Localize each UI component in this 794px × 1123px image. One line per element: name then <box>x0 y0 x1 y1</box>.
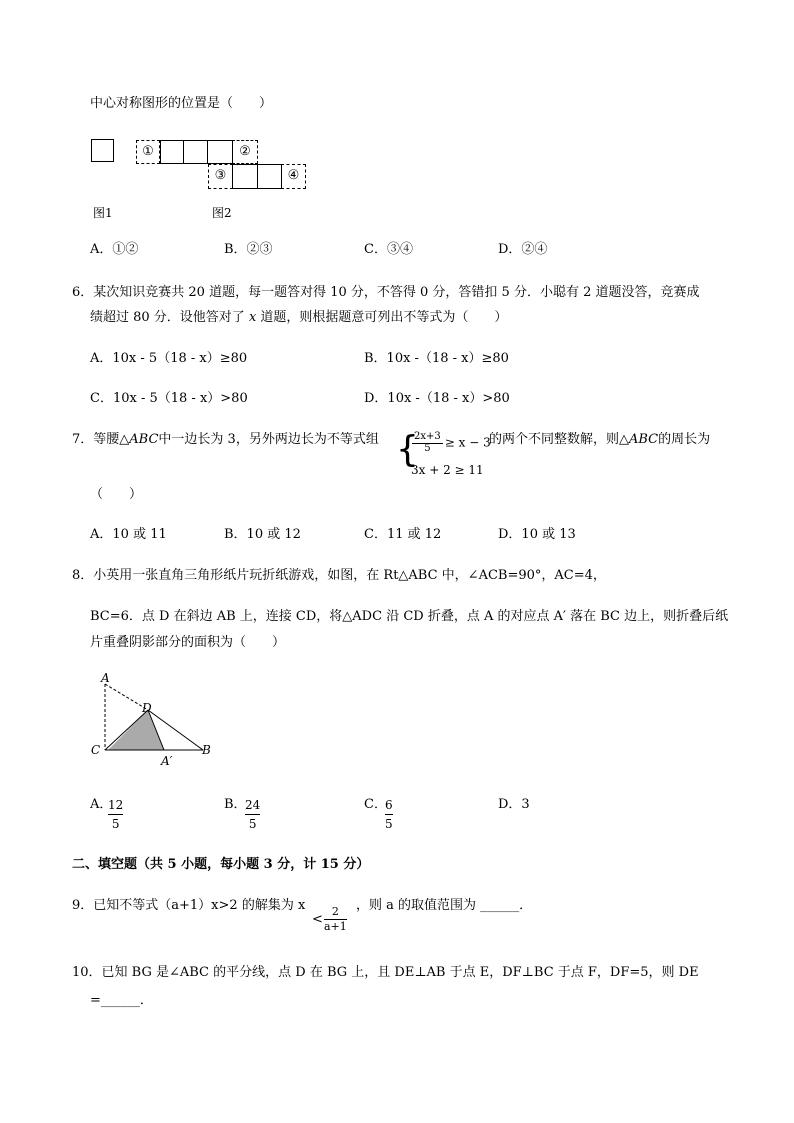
q7-ineq-2: 3x + 2 ≥ 11 <box>411 463 484 477</box>
q8-triangle-figure <box>85 670 225 770</box>
q8-option-c-frac: 6 5 <box>385 798 393 831</box>
q7-option-a: A．10 或 11 <box>90 527 167 542</box>
q8-option-b-frac: 24 5 <box>245 798 261 831</box>
fig2-square <box>232 164 258 189</box>
label-C: C <box>91 743 101 757</box>
q8-option-d: D．3 <box>498 797 530 812</box>
q6-option-c: C．10x - 5（18 - x）>80 <box>90 391 248 406</box>
fig2-square <box>257 164 282 189</box>
fig2-square <box>183 140 208 164</box>
q9-text-start: 9．已知不等式（a+1）x>2 的解集为 x <box>72 898 306 913</box>
fig1-label: 图1 <box>93 206 113 220</box>
label-D: D <box>142 701 152 715</box>
q8-option-b: B． <box>224 797 247 812</box>
q8-option-c: C． <box>364 797 387 812</box>
q5-option-b: B．②③ <box>224 242 273 257</box>
q9-text-end: ，则 a 的取值范围为 ______． <box>356 898 533 913</box>
q8-line2: BC=6．点 D 在斜边 AB 上，连接 CD，将△ADC 沿 CD 折叠，点 A 的对应点 A′ 落在 BC 边上，则折叠后纸 <box>90 609 729 624</box>
q9-fraction: 2 a+1 <box>324 905 347 933</box>
q9-answer-blank[interactable]: ______． <box>480 898 533 913</box>
fig1-square <box>91 139 114 162</box>
q7-option-b: B．10 或 12 <box>224 527 301 542</box>
section-2-title: 二、填空题（共 5 小题，每小题 3 分，计 15 分） <box>72 857 370 872</box>
fig2-square <box>160 140 184 164</box>
q10-line2[interactable]: =______． <box>90 993 153 1008</box>
q8-line3: 片重叠阴影部分的面积为（ ） <box>90 635 286 650</box>
q7-line1-start: 7．等腰△ABC中一边长为 3，另外两边长为不等式组 <box>72 432 379 447</box>
q5-option-d: D．②④ <box>498 242 548 257</box>
q7-system-brace: { <box>396 429 419 470</box>
q7-ineq-1: $\frac{2x+3}{5}$ ≥ x − 3 <box>414 431 491 454</box>
label-A-prime: A′ <box>161 754 173 768</box>
q5-option-a: A．①② <box>90 242 139 257</box>
q7-option-c: C．11 或 12 <box>364 527 442 542</box>
q7-line1-end: 的两个不同整数解，则△ABC的周长为 <box>489 432 711 447</box>
q10-line1: 10．已知 BG 是∠ABC 的平分线，点 D 在 BG 上，且 DE⊥AB 于点 E，DF⊥BC 于点 F，DF=5，则 DE <box>72 965 699 980</box>
q7-option-d: D．10 或 13 <box>498 527 576 542</box>
q5-stem-tail: 中心对称图形的位置是（ ） <box>90 96 273 111</box>
q8-option-a-frac: 12 5 <box>108 798 124 831</box>
fig2-label: 图2 <box>212 206 232 220</box>
q8-option-a: A． <box>90 797 113 812</box>
q6-option-a: A．10x - 5（18 - x）≥80 <box>90 351 248 366</box>
label-A: A <box>101 671 110 685</box>
q6-line2: 绩超过 80 分．设他答对了 x 道题，则根据题意可列出不等式为（ ） <box>90 310 508 325</box>
label-B: B <box>202 743 211 757</box>
fig2-square <box>207 140 233 164</box>
fig2-slot-2: ② <box>232 140 258 164</box>
q8-line1: 8．小英用一张直角三角形纸片玩折纸游戏，如图，在 Rt△ABC 中，∠ACB=90°，AC=4， <box>72 568 606 583</box>
q6-option-b: B．10x -（18 - x）≥80 <box>364 351 509 366</box>
fig2-slot-3: ③ <box>208 164 233 189</box>
q7-paren: （ ） <box>90 487 143 502</box>
fig2-slot-1: ① <box>136 140 160 164</box>
q6-option-d: D．10x -（18 - x）>80 <box>364 391 510 406</box>
q9-less-than: < <box>312 912 323 927</box>
q6-line1: 6．某次知识竞赛共 20 道题，每一题答对得 10 分，不答得 0 分，答错扣 5 分．小聪有 2 道题没答，竞赛成 <box>72 285 700 300</box>
fig2-slot-4: ④ <box>281 164 306 189</box>
q5-option-c: C．③④ <box>364 242 413 257</box>
